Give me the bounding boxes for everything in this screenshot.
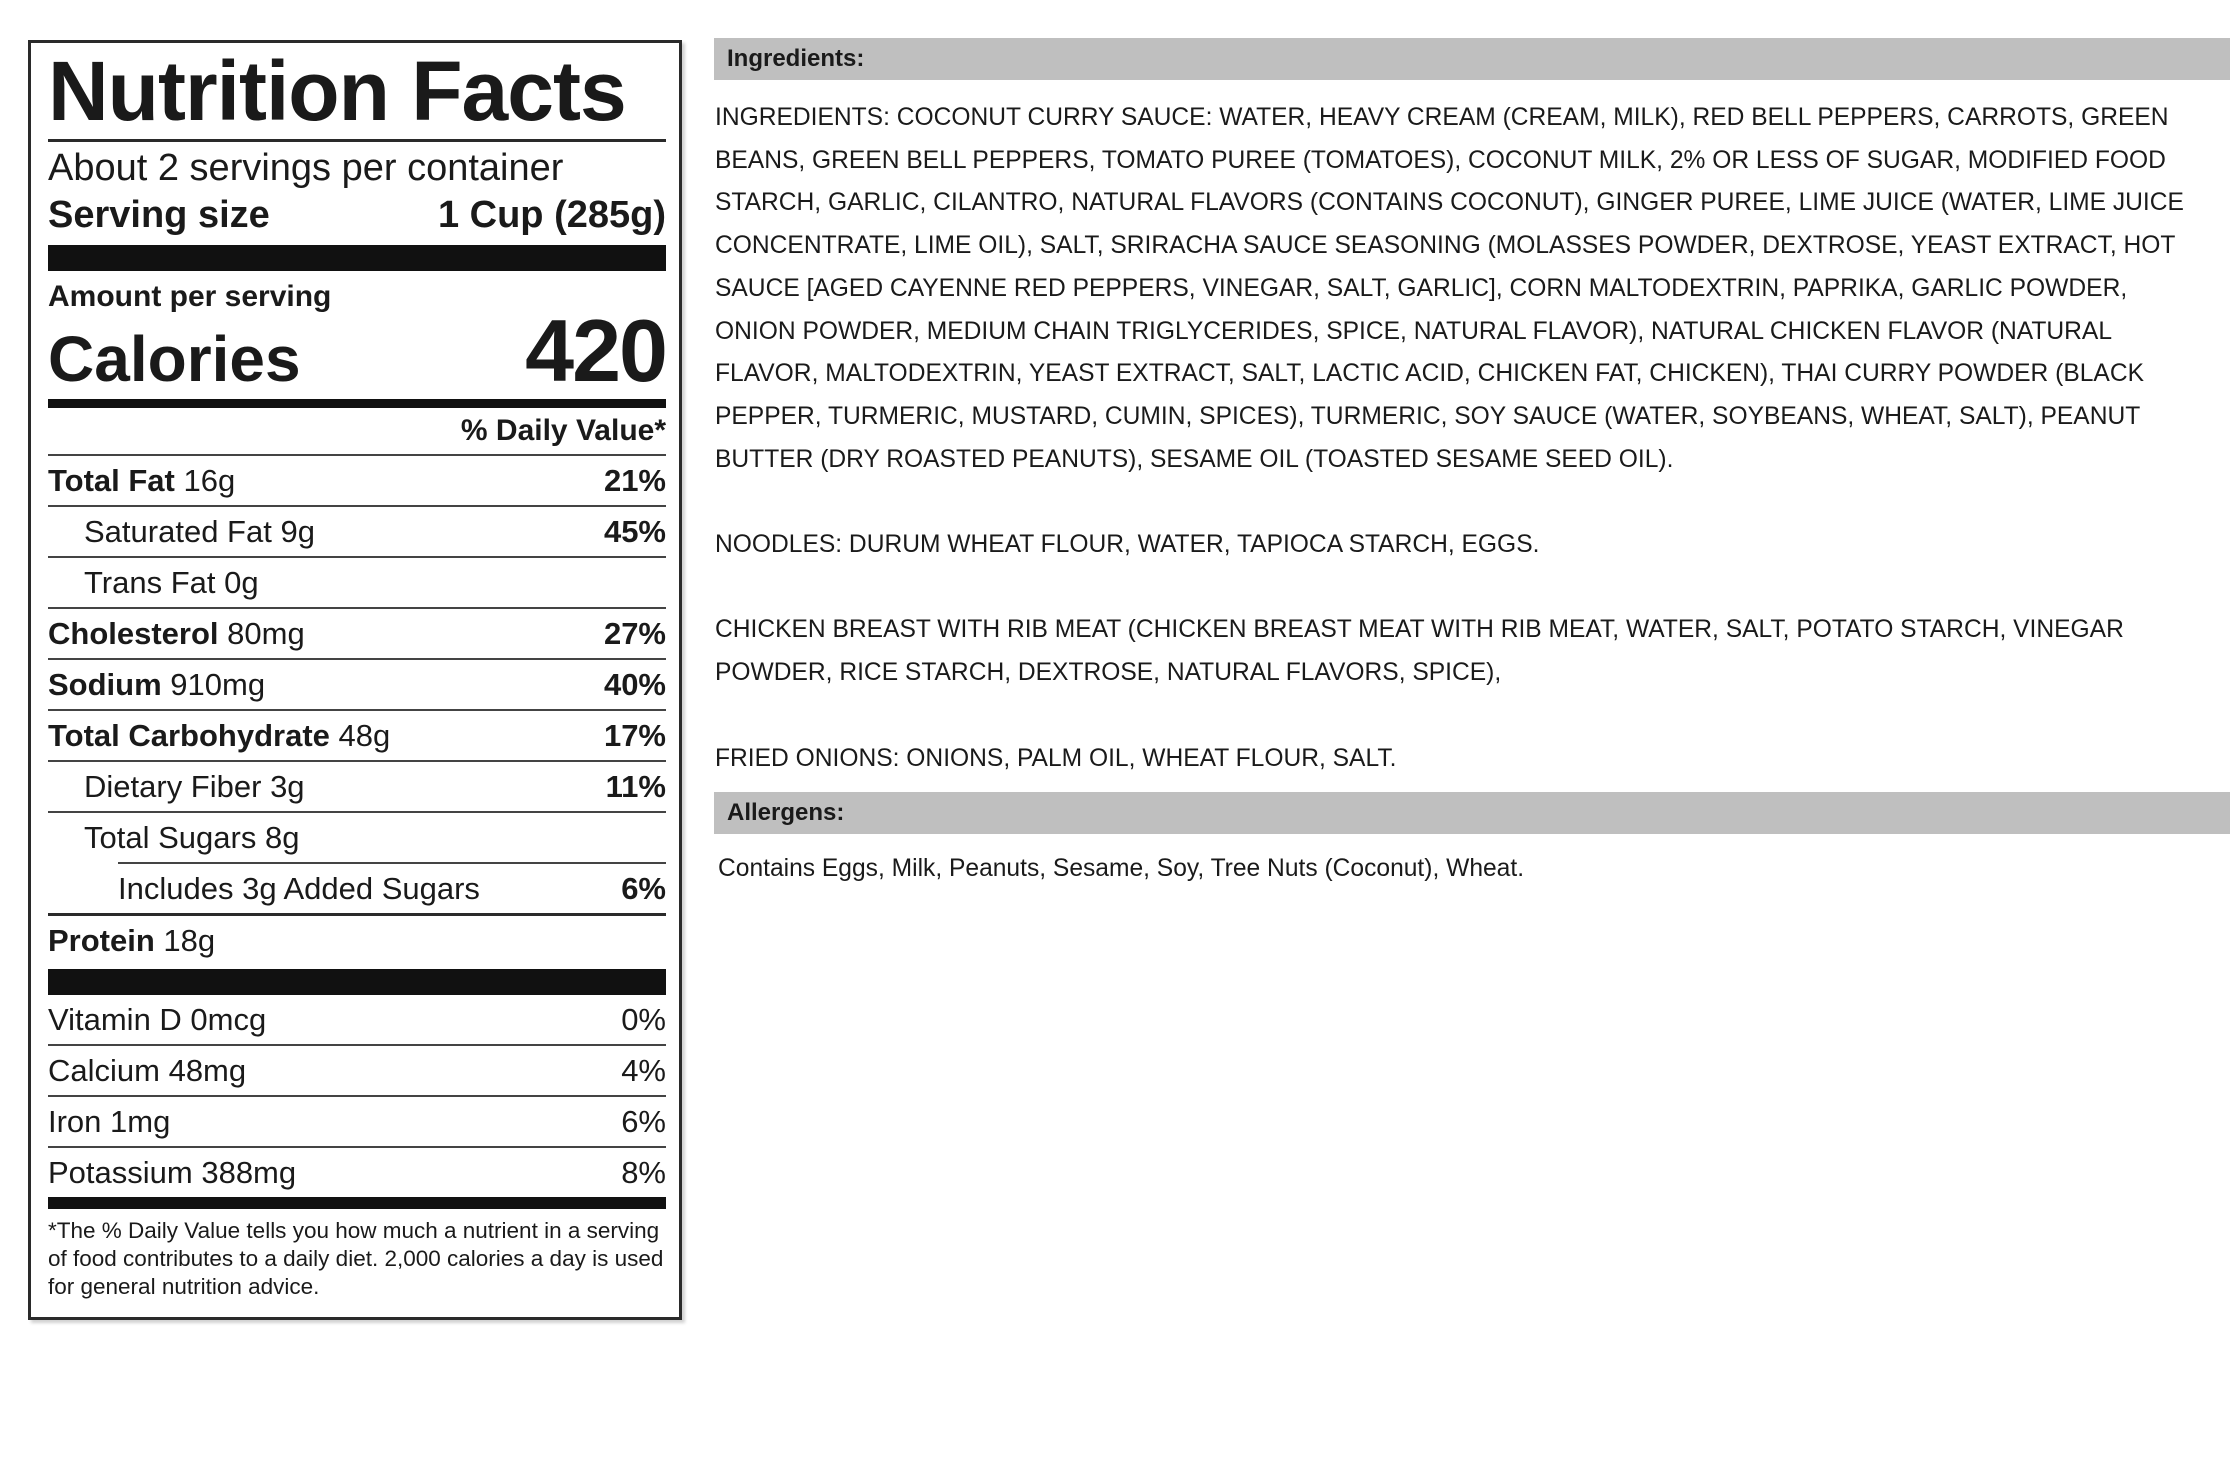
nutrient-dv: 27% [603, 615, 666, 651]
serving-size-row [48, 191, 666, 239]
nutrient-amount: 9g [280, 513, 315, 549]
divider [48, 245, 666, 271]
nutrient-name: Saturated Fat [84, 513, 272, 549]
vitamin-dv: 0% [621, 1001, 666, 1037]
vitamin-row [48, 995, 666, 1044]
vitamin-row [48, 1095, 666, 1146]
nutrient-name: Dietary Fiber [84, 768, 262, 804]
allergens-text: Contains Eggs, Milk, Peanuts, Sesame, Soy, Tree Nuts (Coconut), Wheat. [718, 855, 1525, 882]
nutrient-row-total-fat [48, 454, 666, 505]
ingredients-header: Ingredients: [714, 38, 2230, 80]
nutrient-amount: 910mg [170, 666, 266, 702]
allergens-header: Allergens: [714, 792, 2230, 834]
divider [48, 139, 666, 142]
nutrient-amount: 80mg [227, 615, 305, 651]
nutrient-dv: 11% [605, 768, 666, 804]
nutrient-name: Total Fat [48, 462, 175, 498]
nutrient-amount: 3g [270, 768, 305, 804]
vitamin-name: Calcium 48mg [48, 1052, 247, 1088]
nutrient-amount: 18g [163, 922, 216, 958]
nutrient-dv: 40% [603, 666, 666, 702]
nutrient-row-saturated-fat [48, 505, 666, 556]
ingredients-paragraph: NOODLES: DURUM WHEAT FLOUR, WATER, TAPIOCA STARCH, EGGS. [715, 531, 1540, 559]
nutrient-dv: 17% [603, 717, 666, 753]
nutrition-facts-label [28, 40, 682, 1320]
serving-size-value: 1 Cup (285g) [437, 194, 666, 236]
nutrient-row-sodium [48, 658, 666, 709]
nutrient-dv: 45% [603, 513, 666, 549]
daily-value-footnote: *The % Daily Value tells you how much a nutrient in a serving of food contributes to a daily diet. 2,000 calories a day is used for general nutrition advice. [48, 1218, 664, 1299]
nutrient-dv: 6% [621, 870, 666, 906]
serving-size-label: Serving size [48, 194, 270, 236]
nutrient-amount: 48g [338, 717, 391, 753]
vitamin-row [48, 1146, 666, 1197]
nutrient-row-trans-fat [48, 556, 666, 607]
vitamin-dv: 8% [621, 1154, 666, 1190]
vitamin-row [48, 1044, 666, 1095]
nutrient-row-protein [48, 913, 666, 965]
nutrient-name: Sodium [48, 666, 162, 702]
amount-per-serving: Amount per serving [48, 280, 332, 313]
nutrient-row-total-sugars [48, 811, 666, 862]
ingredients-paragraph: INGREDIENTS: COCONUT CURRY SAUCE: WATER, HEAVY CREAM (CREAM, MILK), RED BELL PEPPERS, CARROTS, GREEN BEANS, GREEN BELL PEPPERS, TOMATO PUREE (TOMATOES), COCONUT MILK, 2% OR LESS OF SUGAR, MODIFIED FOOD STARCH, GARLIC, CILANTRO, NATURAL FLAVORS (CONTAINS COCONUT), GINGER PUREE, LIME JUICE (WATER, LIME JUICE CONCENTRATE, LIME OIL), SALT, SRIRACHA SAUCE SEASONING (MOLASSES POWDER, DEXTROSE, YEAST EXTRACT, HOT SAUCE [AGED CAYENNE RED PEPPERS, VINEGAR, SALT, GARLIC], CORN MALTODEXTRIN, PAPRIKA, GARLIC POWDER, ONION POWDER, MEDIUM CHAIN TRIGLYCERIDES, SPICE, NATURAL FLAVOR), NATURAL CHICKEN FLAVOR (NATURAL FLAVOR, MALTODEXTRIN, YEAST EXTRACT, SALT, LACTIC ACID, CHICKEN FAT, CHICKEN), THAI CURRY POWDER (BLACK PEPPER, TURMERIC, MUSTARD, CUMIN, SPICES), TURMERIC, SOY SAUCE (WATER, SOYBEANS, WHEAT, SALT), PEANUT BUTTER (DRY ROASTED PEANUTS), SESAME OIL (TOASTED SESAME SEED OIL). [715, 104, 2184, 473]
nutrient-amount: 16g [183, 462, 236, 498]
divider [48, 399, 666, 408]
calories-row [48, 301, 666, 400]
nutrient-name: Protein [48, 922, 155, 958]
nutrient-row-dietary-fiber [48, 760, 666, 811]
nutrient-row-total-carbohydrate [48, 709, 666, 760]
nutrition-facts-title: Nutrition Facts [48, 44, 626, 138]
divider [48, 1197, 666, 1209]
nutrient-row-added-sugars [118, 862, 666, 913]
daily-value-header: % Daily Value* [460, 414, 666, 447]
nutrient-amount: 0g [224, 564, 259, 600]
vitamin-dv: 4% [621, 1052, 666, 1088]
nutrient-name: Trans Fat [84, 564, 216, 600]
vitamin-dv: 6% [621, 1103, 666, 1139]
calories-label: Calories [48, 323, 301, 395]
nutrient-name: Total Carbohydrate [48, 717, 330, 753]
ingredients-paragraph: FRIED ONIONS: ONIONS, PALM OIL, WHEAT FLOUR, SALT. [715, 744, 1397, 772]
nutrient-row-cholesterol [48, 607, 666, 658]
nutrient-dv: 21% [603, 462, 666, 498]
divider [48, 969, 666, 995]
vitamin-name: Vitamin D 0mcg [48, 1001, 267, 1037]
calories-value: 420 [525, 301, 666, 400]
nutrient-name: Cholesterol [48, 615, 219, 651]
vitamin-name: Iron 1mg [48, 1103, 171, 1139]
ingredients-text [715, 97, 2185, 780]
ingredients-paragraph: CHICKEN BREAST WITH RIB MEAT (CHICKEN BREAST MEAT WITH RIB MEAT, WATER, SALT, POTATO STARCH, VINEGAR POWDER, RICE STARCH, DEXTROSE, NATURAL FLAVORS, SPICE), [715, 616, 2124, 687]
servings-per-container: About 2 servings per container [48, 147, 564, 189]
nutrient-name: Includes 3g Added Sugars [118, 870, 480, 906]
vitamin-name: Potassium 388mg [48, 1154, 297, 1190]
nutrient-name: Total Sugars [84, 819, 257, 855]
nutrient-amount: 8g [264, 819, 300, 855]
